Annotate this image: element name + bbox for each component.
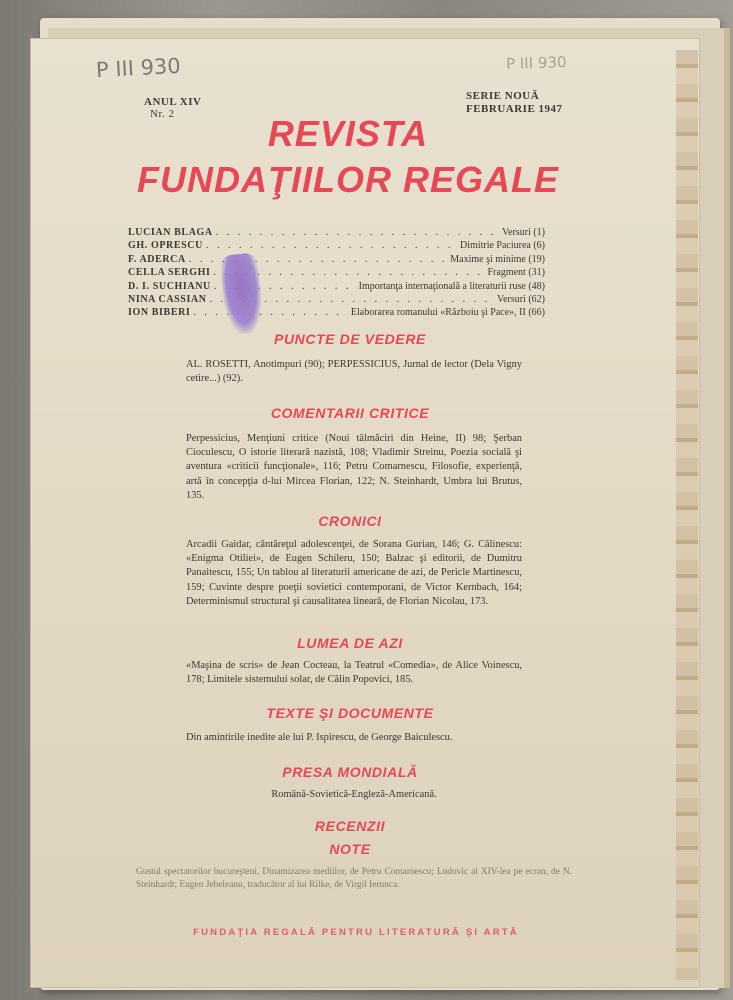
toc-author: GH. OPRESCU (128, 240, 203, 252)
toc-work: Importanţa internaţională a literaturii ruse (48) (358, 280, 545, 292)
toc-row (128, 281, 545, 294)
worn-page-edges (676, 50, 698, 980)
section-heading-note: NOTE (329, 841, 371, 857)
section-heading-cronici: CRONICI (318, 513, 382, 529)
section-text-presa: Română-Sovietică-Engleză-Americană. (271, 789, 437, 800)
anul-label: ANUL XIV (144, 96, 202, 108)
section-heading-presa: PRESA MONDIALĂ (282, 764, 418, 780)
toc-author: LUCIAN BLAGA (128, 227, 213, 238)
toc-author: NINA CASSIAN (128, 293, 207, 305)
section-text-cronici: Arcadii Gaidar, cântăreţul adolescenţei, de Sorana Gurian, 146; G. Călinescu: «Enigma Otiliei», de Eugen Schileru, 150; Balzac şi editorii, de Dumitru Panaitescu, 155; Un tablou al literaturii americane de azi, de Pericle Martinescu, 159; Cuvinte despre poeţii sovietici contemporani, de Victor Kernbach, 164; Determinismul structural şi causalitatea lineară, de Florian Nicolau, 173. (186, 539, 522, 607)
section-text-texte: Din amintirile inedite ale lui P. Ispirescu, de George Baiculescu. (186, 732, 453, 743)
toc-author: CELLA SERGHI (128, 267, 211, 279)
toc-work: Versuri (62) (496, 293, 545, 305)
magazine-title-line1: REVISTA (267, 113, 429, 154)
toc-author: F. ADERCA (128, 253, 186, 265)
toc-row (128, 294, 545, 307)
toc-work: Fragment (31) (487, 267, 545, 279)
section-heading-puncte: PUNCTE DE VEDERE (274, 331, 426, 347)
toc-leader (206, 240, 457, 251)
toc-row (128, 227, 545, 240)
faint-handwritten-shelfmark: P III 930 (505, 52, 567, 74)
issue-number: Nr. 2 (150, 108, 175, 120)
section-text-lumea: «Maşina de scris» de Jean Cocteau, la Teatrul «Comedia», de Alice Voinescu, 178; Limitele sistemului solar, de Călin Popovici, 185. (186, 660, 522, 686)
toc-leader (193, 307, 347, 318)
section-text-comentarii: Perpessicius, Menţiuni critice (Noui tălmăciri din Heine, II) 98; Şerban Cioculescu, O istorie literară nazistă, 108; Vladimir Streinu, Poezia socială şi aventura «criticii funcţionale», 116; Petru Comarnescu, Filosofie, experienţă, artă în concepţia d-lui Mircea Florian, 122; N. Steinhardt, Umbra lui Brutus, 135. (186, 433, 522, 501)
table-of-contents (128, 227, 545, 321)
section-heading-comentarii: COMENTARII CRITICE (270, 405, 430, 421)
toc-work: Elaborarea romanului «Războiu şi Pace», II (66) (350, 307, 545, 319)
issue-month: FEBRUARIE 1947 (466, 103, 563, 115)
serie-label: SERIE NOUĂ (466, 90, 540, 102)
magazine-title-line2: FUNDAŢIILOR REGALE (137, 159, 559, 200)
toc-work: Versuri (1) (501, 227, 545, 238)
issue-date (466, 90, 563, 116)
toc-row (128, 307, 545, 320)
handwritten-shelfmark: P III 930 (95, 53, 182, 83)
section-heading-texte: TEXTE ŞI DOCUMENTE (266, 705, 434, 721)
toc-author: ION BIBERI (128, 307, 191, 319)
toc-work: Maxime şi minime (19) (450, 253, 545, 265)
toc-row (128, 254, 545, 267)
section-text-note: Gustul spectatorilor bucureşteni, Dinamizarea mediilor, de Petru Comarnescu; Ludovic al XIV-lea pe ecran, de N. Steinhardt; Eugen Jebeleanu, traducător al lui Rilke, de Virgil Ierunca. (136, 867, 572, 890)
section-text-puncte: AL. ROSETTI, Anotimpuri (90); PERPESSICIUS, Jurnal de lector (Dela Vigny cetire...) (92). (186, 359, 522, 385)
toc-work: Dimitrie Paciurea (6) (460, 240, 545, 252)
toc-author: D. I. SUCHIANU (128, 280, 211, 292)
toc-leader (216, 227, 499, 238)
toc-row (128, 240, 545, 253)
section-heading-lumea: LUMEA DE AZI (297, 635, 403, 651)
section-heading-recenzii: RECENZII (314, 818, 386, 834)
toc-row (128, 267, 545, 280)
publisher-footer: FUNDAŢIA REGALĂ PENTRU LITERATURĂ ŞI ARTĂ (193, 927, 519, 938)
